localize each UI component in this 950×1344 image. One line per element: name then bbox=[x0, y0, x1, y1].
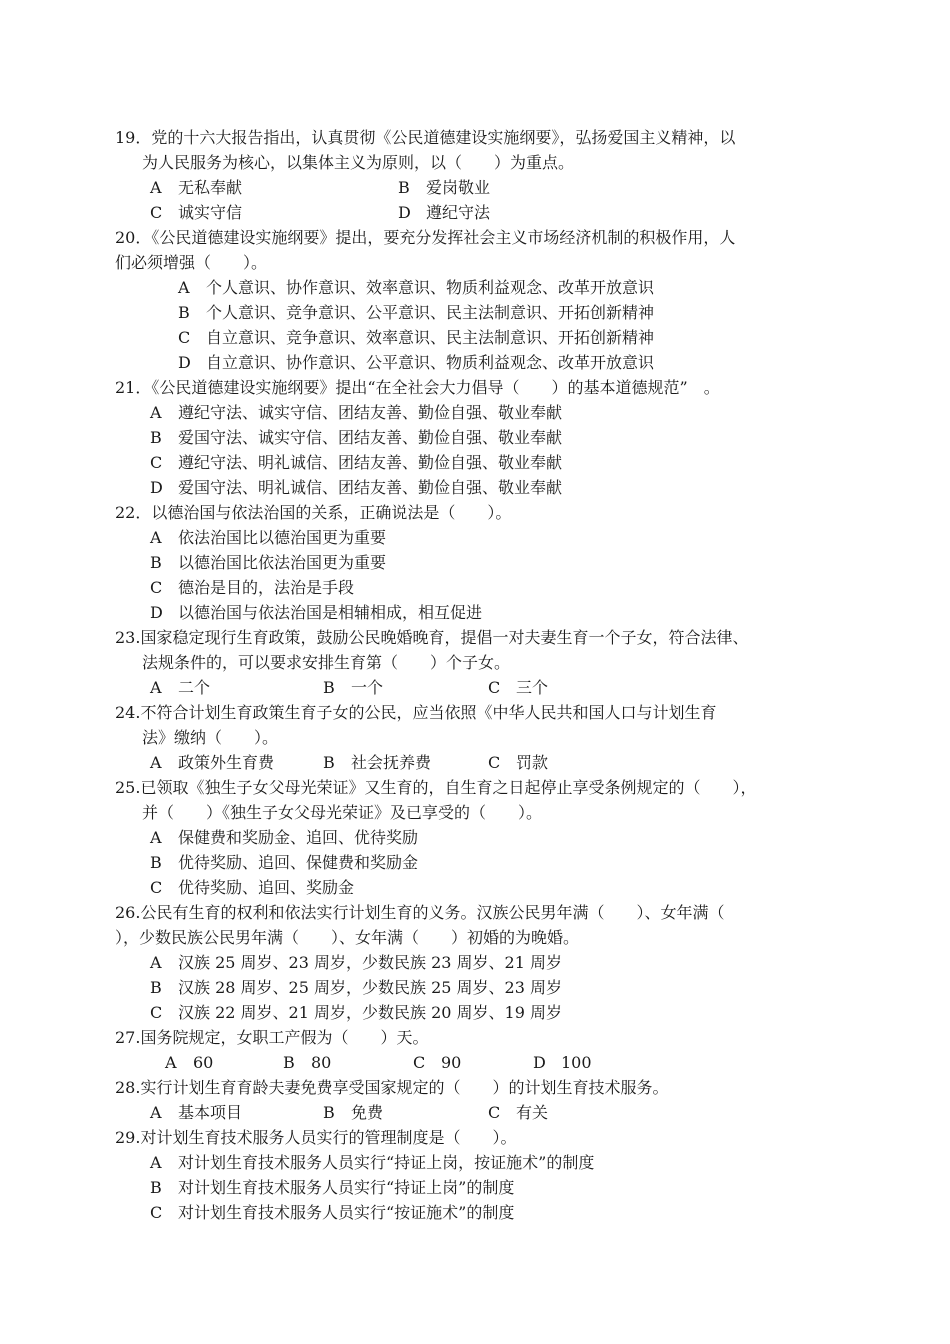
option-letter: B bbox=[178, 303, 190, 322]
option-letter: C bbox=[150, 453, 163, 472]
option-row bbox=[115, 275, 855, 300]
option-letter: A bbox=[150, 678, 162, 697]
option-letter: C bbox=[150, 1203, 163, 1222]
option-letter: B bbox=[150, 428, 162, 447]
option-c bbox=[488, 1100, 548, 1125]
option-letter: A bbox=[150, 1103, 162, 1122]
option-letter: A bbox=[150, 528, 162, 547]
option-b bbox=[398, 175, 490, 200]
option-text: 自立意识、竞争意识、效率意识、民主法制意识、开拓创新精神 bbox=[206, 328, 655, 347]
option-d bbox=[178, 350, 654, 375]
option-row bbox=[115, 875, 855, 900]
option-letter: A bbox=[178, 278, 190, 297]
option-b bbox=[150, 850, 418, 875]
option-row bbox=[115, 1150, 855, 1175]
question-stem: 19．党的十六大报告指出，认真贯彻《公民道德建设实施纲要》，弘扬爱国主义精神，以 bbox=[115, 128, 736, 147]
option-a bbox=[150, 400, 562, 425]
option-row bbox=[115, 200, 855, 225]
option-text: 三个 bbox=[516, 678, 549, 697]
question-23 bbox=[115, 625, 855, 700]
option-letter: C bbox=[413, 1053, 426, 1072]
option-letter: B bbox=[398, 178, 410, 197]
option-text: 德治是目的，法治是手段 bbox=[178, 578, 355, 597]
option-row bbox=[115, 350, 855, 375]
option-letter: C bbox=[178, 328, 191, 347]
option-text: 优待奖励、追回、保健费和奖励金 bbox=[178, 853, 419, 872]
question-stem-continued: 并（ ）《独生子女父母光荣证》及已享受的（ ）。 bbox=[142, 803, 543, 822]
option-text: 对计划生育技术服务人员实行“按证施术”的制度 bbox=[178, 1203, 515, 1222]
question-stem: 22．以德治国与依法治国的关系，正确说法是（ ）。 bbox=[115, 503, 512, 522]
option-b bbox=[323, 750, 431, 775]
option-letter: A bbox=[150, 753, 162, 772]
option-row bbox=[115, 750, 855, 775]
option-c bbox=[150, 1000, 562, 1025]
question-list bbox=[115, 125, 855, 1225]
option-text: 爱国守法、明礼诚信、团结友善、勤俭自强、敬业奉献 bbox=[178, 478, 563, 497]
option-row bbox=[115, 575, 855, 600]
question-stem: 21．《公民道德建设实施纲要》提出“在全社会大力倡导（ ）的基本道德规范” 。 bbox=[115, 378, 720, 397]
option-a bbox=[150, 750, 274, 775]
option-row bbox=[115, 475, 855, 500]
option-letter: C bbox=[488, 1103, 501, 1122]
option-a bbox=[150, 825, 418, 850]
option-b bbox=[150, 1175, 514, 1200]
option-row bbox=[115, 425, 855, 450]
option-a bbox=[150, 525, 386, 550]
option-c bbox=[150, 450, 562, 475]
option-letter: C bbox=[150, 1003, 163, 1022]
option-text: 对计划生育技术服务人员实行“持证上岗”的制度 bbox=[178, 1178, 515, 1197]
option-row bbox=[115, 450, 855, 475]
option-text: 对计划生育技术服务人员实行“持证上岗，按证施术”的制度 bbox=[178, 1153, 595, 1172]
option-row bbox=[115, 950, 855, 975]
option-text: 政策外生育费 bbox=[178, 753, 275, 772]
option-a bbox=[150, 1150, 594, 1175]
option-d bbox=[398, 200, 490, 225]
option-text: 二个 bbox=[178, 678, 211, 697]
option-letter: A bbox=[150, 403, 162, 422]
question-21 bbox=[115, 375, 855, 500]
option-letter: A bbox=[150, 178, 162, 197]
option-b bbox=[323, 675, 383, 700]
option-a bbox=[178, 275, 654, 300]
option-text: 罚款 bbox=[516, 753, 549, 772]
option-a bbox=[165, 1050, 213, 1075]
option-letter: D bbox=[150, 478, 163, 497]
option-letter: D bbox=[533, 1053, 546, 1072]
option-a bbox=[150, 950, 562, 975]
option-text: 诚实守信 bbox=[178, 203, 243, 222]
option-row bbox=[115, 550, 855, 575]
option-letter: B bbox=[150, 978, 162, 997]
option-text: 个人意识、竞争意识、公平意识、民主法制意识、开拓创新精神 bbox=[206, 303, 655, 322]
option-letter: B bbox=[150, 553, 162, 572]
option-text: 免费 bbox=[351, 1103, 384, 1122]
option-text: 个人意识、协作意识、效率意识、物质利益观念、改革开放意识 bbox=[206, 278, 655, 297]
question-stem-continued: ），少数民族公民男年满（ ）、女年满（ ）初婚的为晚婚。 bbox=[115, 928, 580, 947]
option-row bbox=[115, 300, 855, 325]
option-letter: B bbox=[323, 1103, 335, 1122]
option-text: 汉族 22 周岁、21 周岁，少数民族 20 周岁、19 周岁 bbox=[178, 1003, 562, 1022]
option-letter: B bbox=[283, 1053, 295, 1072]
question-20 bbox=[115, 225, 855, 375]
option-b bbox=[323, 1100, 383, 1125]
option-letter: B bbox=[323, 678, 335, 697]
option-letter: B bbox=[150, 1178, 162, 1197]
option-c bbox=[178, 325, 654, 350]
option-b bbox=[150, 550, 386, 575]
option-a bbox=[150, 175, 242, 200]
option-letter: C bbox=[150, 203, 163, 222]
option-text: 以德治国比依法治国更为重要 bbox=[178, 553, 387, 572]
option-letter: C bbox=[150, 878, 163, 897]
question-stem: 24.不符合计划生育政策生育子女的公民，应当依照《中华人民共和国人口与计划生育 bbox=[115, 703, 717, 722]
option-text: 社会抚养费 bbox=[351, 753, 432, 772]
option-letter: D bbox=[178, 353, 191, 372]
question-22 bbox=[115, 500, 855, 625]
question-28 bbox=[115, 1075, 855, 1125]
option-text: 90 bbox=[441, 1053, 462, 1072]
question-stem: 27.国务院规定，女职工产假为（ ）天。 bbox=[115, 1028, 429, 1047]
option-text: 汉族 28 周岁、25 周岁，少数民族 25 周岁、23 周岁 bbox=[178, 978, 562, 997]
option-text: 依法治国比以德治国更为重要 bbox=[178, 528, 387, 547]
option-d bbox=[533, 1050, 592, 1075]
option-d bbox=[150, 475, 562, 500]
question-27 bbox=[115, 1025, 855, 1075]
option-c bbox=[150, 875, 354, 900]
option-b bbox=[150, 975, 562, 1000]
option-letter: A bbox=[150, 953, 162, 972]
option-letter: C bbox=[488, 753, 501, 772]
option-letter: C bbox=[150, 578, 163, 597]
option-text: 100 bbox=[561, 1053, 592, 1072]
question-stem-continued: 为人民服务为核心，以集体主义为原则，以（ ）为重点。 bbox=[142, 153, 575, 172]
option-d bbox=[150, 600, 482, 625]
option-row bbox=[115, 1175, 855, 1200]
question-24 bbox=[115, 700, 855, 775]
question-stem-continued: 们必须增强（ ）。 bbox=[115, 253, 268, 272]
option-c bbox=[150, 575, 354, 600]
option-row bbox=[115, 600, 855, 625]
question-stem: 25.已领取《独生子女父母光荣证》又生育的，自生育之日起停止享受条例规定的（ ）， bbox=[115, 778, 757, 797]
option-text: 80 bbox=[311, 1053, 332, 1072]
option-text: 60 bbox=[193, 1053, 214, 1072]
option-text: 优待奖励、追回、奖励金 bbox=[178, 878, 355, 897]
option-letter: D bbox=[398, 203, 411, 222]
option-text: 无私奉献 bbox=[178, 178, 243, 197]
option-text: 汉族 25 周岁、23 周岁，少数民族 23 周岁、21 周岁 bbox=[178, 953, 562, 972]
option-row bbox=[115, 850, 855, 875]
question-stem: 29.对计划生育技术服务人员实行的管理制度是（ ）。 bbox=[115, 1128, 517, 1147]
option-text: 一个 bbox=[351, 678, 384, 697]
option-row bbox=[115, 675, 855, 700]
option-text: 遵纪守法 bbox=[426, 203, 491, 222]
option-a bbox=[150, 675, 210, 700]
option-text: 爱岗敬业 bbox=[426, 178, 491, 197]
option-row bbox=[115, 1000, 855, 1025]
option-c bbox=[413, 1050, 461, 1075]
option-text: 爱国守法、诚实守信、团结友善、勤俭自强、敬业奉献 bbox=[178, 428, 563, 447]
option-row bbox=[115, 400, 855, 425]
option-c bbox=[150, 1200, 514, 1225]
question-stem: 26.公民有生育的权利和依法实行计划生育的义务。汉族公民男年满（ ）、女年满（ bbox=[115, 903, 725, 922]
question-19 bbox=[115, 125, 855, 225]
option-text: 基本项目 bbox=[178, 1103, 243, 1122]
option-letter: B bbox=[323, 753, 335, 772]
option-row bbox=[115, 175, 855, 200]
option-letter: A bbox=[150, 828, 162, 847]
option-letter: A bbox=[165, 1053, 177, 1072]
question-26 bbox=[115, 900, 855, 1025]
option-c bbox=[150, 200, 242, 225]
question-stem-continued: 法规条件的，可以要求安排生育第（ ）个子女。 bbox=[142, 653, 511, 672]
option-row bbox=[115, 975, 855, 1000]
option-letter: D bbox=[150, 603, 163, 622]
option-row bbox=[115, 825, 855, 850]
option-text: 遵纪守法、明礼诚信、团结友善、勤俭自强、敬业奉献 bbox=[178, 453, 563, 472]
option-c bbox=[488, 675, 548, 700]
option-text: 以德治国与依法治国是相辅相成，相互促进 bbox=[178, 603, 483, 622]
question-25 bbox=[115, 775, 855, 900]
option-text: 自立意识、协作意识、公平意识、物质利益观念、改革开放意识 bbox=[206, 353, 655, 372]
option-text: 有关 bbox=[516, 1103, 549, 1122]
option-b bbox=[283, 1050, 331, 1075]
option-row bbox=[115, 1050, 855, 1075]
option-c bbox=[488, 750, 548, 775]
option-row bbox=[115, 525, 855, 550]
option-letter: B bbox=[150, 853, 162, 872]
option-row bbox=[115, 1200, 855, 1225]
question-stem: 20．《公民道德建设实施纲要》提出，要充分发挥社会主义市场经济机制的积极作用，人 bbox=[115, 228, 736, 247]
option-letter: C bbox=[488, 678, 501, 697]
question-stem-continued: 法》缴纳（ ）。 bbox=[142, 728, 279, 747]
question-29 bbox=[115, 1125, 855, 1225]
option-a bbox=[150, 1100, 242, 1125]
option-text: 保健费和奖励金、追回、优待奖励 bbox=[178, 828, 419, 847]
option-b bbox=[150, 425, 562, 450]
option-row bbox=[115, 325, 855, 350]
question-stem: 28.实行计划生育育龄夫妻免费享受国家规定的（ ）的计划生育技术服务。 bbox=[115, 1078, 669, 1097]
option-row bbox=[115, 1100, 855, 1125]
option-b bbox=[178, 300, 654, 325]
option-text: 遵纪守法、诚实守信、团结友善、勤俭自强、敬业奉献 bbox=[178, 403, 563, 422]
question-stem: 23.国家稳定现行生育政策，鼓励公民晚婚晚育，提倡一对夫妻生育一个子女，符合法律、 bbox=[115, 628, 749, 647]
option-letter: A bbox=[150, 1153, 162, 1172]
